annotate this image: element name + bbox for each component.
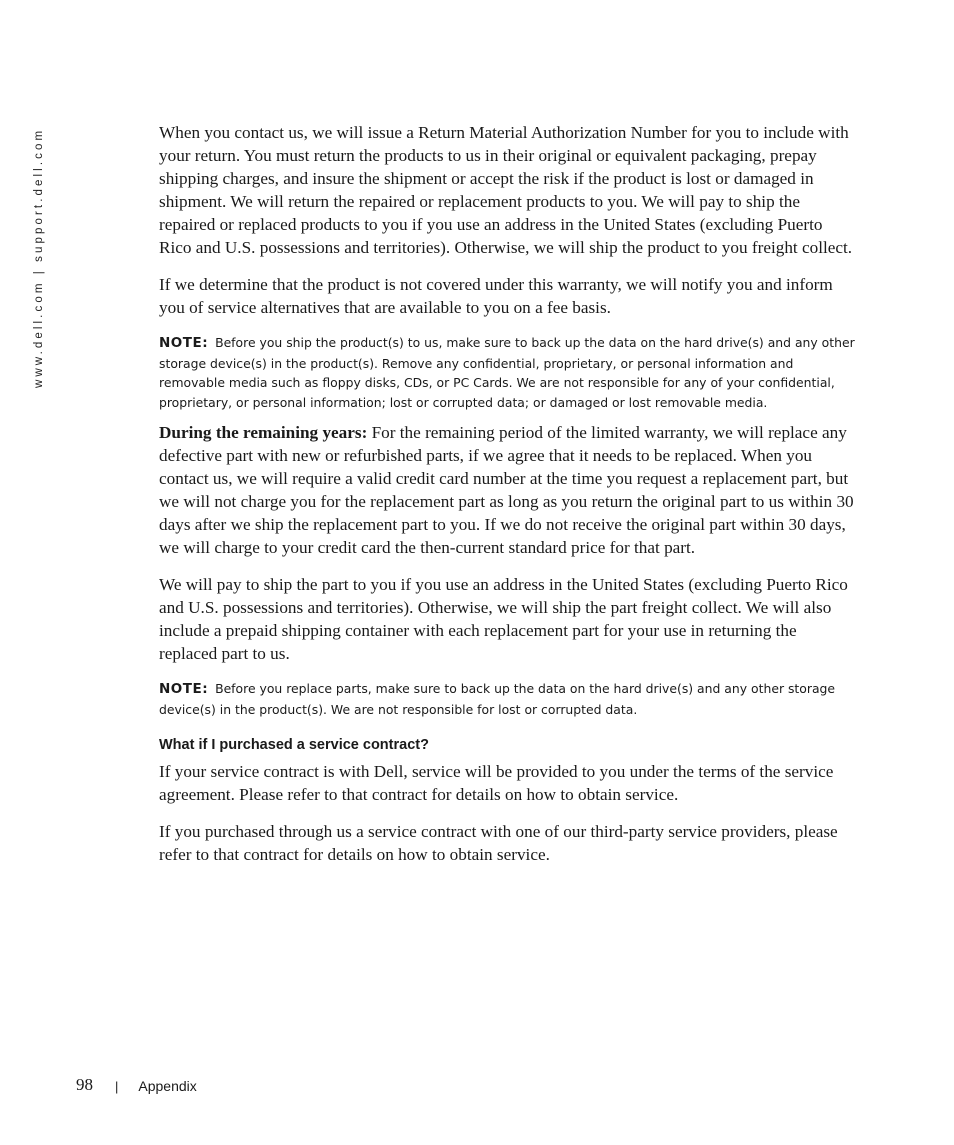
page-footer xyxy=(76,1074,197,1096)
paragraph-remaining-years xyxy=(159,421,859,559)
paragraph-third-party: If you purchased through us a service contract with one of our third-party service providers, please refer to that contract for details on how to obtain service. xyxy=(159,822,838,864)
footer-section: Appendix xyxy=(138,1078,197,1094)
note-ship-backup xyxy=(159,333,859,412)
paragraph-lead: During the remaining years: xyxy=(159,423,368,442)
footer-separator: | xyxy=(115,1078,119,1094)
side-url: www.dell.com | support.dell.com xyxy=(33,127,45,388)
section-heading: What if I purchased a service contract? xyxy=(159,737,429,753)
page-number: 98 xyxy=(76,1075,93,1094)
paragraph-not-covered: If we determine that the product is not covered under this warranty, we will notify you and inform you of service alternatives that are available to you on a fee basis. xyxy=(159,275,833,317)
paragraph-dell-contract: If your service contract is with Dell, service will be provided to you under the terms of the service agreement. Please refer to that contract for details on how to obtain service. xyxy=(159,762,834,804)
paragraph-rma: When you contact us, we will issue a Return Material Authorization Number for you to include with your return. You must return the products to us in their original or equivalent packaging, prepay shipping charges, and insure the shipment or accept the risk if the product is lost or damaged in shipment. We will return the repaired or replacement products to you. We will pay to ship the repaired or replaced products to you if you use an address in the United States (excluding Puerto Rico and U.S. possessions and territories). Otherwise, we will ship the product to you freight collect. xyxy=(159,123,853,257)
note-label: NOTE: xyxy=(159,681,209,697)
note-text: Before you replace parts, make sure to back up the data on the hard drive(s) and any other storage device(s) in the product(s). We are not responsible for lost or corrupted data. xyxy=(159,681,836,717)
note-text: Before you ship the product(s) to us, make sure to back up the data on the hard drive(s) and any other storage device(s) in the product(s). Remove any confidential, proprietary, or personal information and removable media such as floppy disks, CDs, or PC Cards. We are not responsible for any of your confidential, proprietary, or personal information; lost or corrupted data; or damaged or lost removable media. xyxy=(159,335,855,410)
paragraph-body: For the remaining period of the limited warranty, we will replace any defective part with new or refurbished parts, if we agree that it needs to be replaced. When you contact us, we will require a valid credit card number at the time you request a replacement part, but we will not charge you for the replacement part as long as you return the original part to us within 30 days after we ship the replacement part to you. If we do not receive the original part within 30 days, we will charge to your credit card the then-current standard price for that part. xyxy=(159,423,854,557)
note-replace-backup xyxy=(159,679,859,719)
page-content xyxy=(159,121,859,880)
note-label: NOTE: xyxy=(159,335,209,351)
paragraph-shipping: We will pay to ship the part to you if you use an address in the United States (excluding Puerto Rico and U.S. possessions and territories). Otherwise, we will ship the part freight collect. We will also include a prepaid shipping container with each replacement part for your use in returning the replaced part to us. xyxy=(159,575,848,663)
